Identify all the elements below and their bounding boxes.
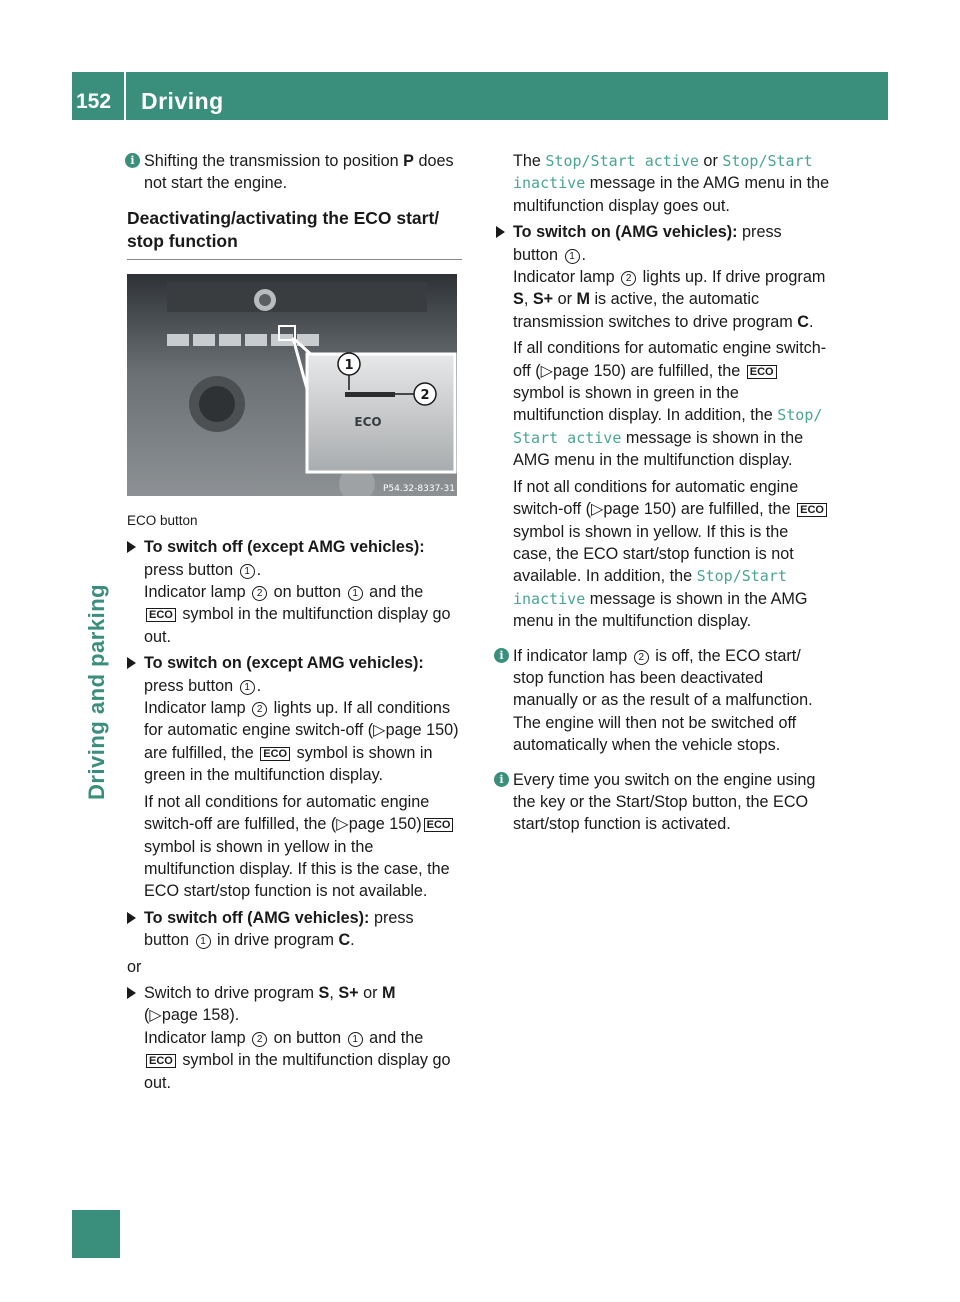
page-ref-icon: ▷ bbox=[149, 1006, 162, 1025]
info-note: i Shifting the transmission to position P does not start the engine. bbox=[127, 150, 462, 195]
eco-symbol-icon: ECO bbox=[747, 365, 777, 379]
callout-1: 1 bbox=[344, 357, 354, 373]
step-arrow-icon bbox=[127, 912, 136, 924]
callout-2-symbol: 2 bbox=[252, 586, 267, 601]
info-note: i If indicator lamp 2 is off, the ECO start/ stop function has been deactivated manually or as the result of a malfunction. The engine will then not be switched off automatically when the vehicle stops. bbox=[496, 645, 831, 757]
callout-2: 2 bbox=[420, 387, 430, 403]
side-tab-text: Driving and parking bbox=[84, 583, 109, 800]
figure-caption: ECO button bbox=[127, 512, 198, 528]
step-arrow-icon bbox=[127, 657, 136, 669]
page-ref-icon: ▷ bbox=[540, 361, 554, 380]
eco-symbol-icon: ECO bbox=[260, 747, 290, 761]
amg-message-note: The Stop/Start active or Stop/Start inactive message in the AMG menu in the multifunction display goes out. bbox=[513, 152, 830, 215]
step-switch-off-non-amg: To switch off (except AMG vehicles): press button 1 . Indicator lamp 2 on button 1 and the ECO symbol in the multifunction display go out. bbox=[127, 536, 462, 648]
dashboard-illustration bbox=[127, 274, 457, 496]
callout-2-symbol: 2 bbox=[252, 1032, 267, 1047]
left-column bbox=[127, 150, 462, 1094]
step-switch-on-non-amg: To switch on (except AMG vehicles): press button 1 . Indicator lamp 2 lights up. If all conditions for automatic engine switch-off (▷page 150) are fulfilled, the ECO symbol is shown in green in the multifunction display. If not all conditions for automatic engine switch-off are fulfilled, the (▷page 150) ECO symbol is shown in yellow in the multifunction display. If this is the case, the ECO start/stop function is not available. bbox=[127, 652, 462, 902]
section-heading: Deactivating/activating the ECO start/ stop function bbox=[127, 207, 462, 260]
display-message: Stop/Start active bbox=[545, 152, 699, 170]
callout-2-symbol: 2 bbox=[621, 271, 636, 286]
display-message: Stop/Start inactive bbox=[513, 567, 787, 608]
header-separator bbox=[124, 72, 126, 120]
info-icon: i bbox=[494, 648, 509, 663]
page-ref-icon: ▷ bbox=[590, 500, 604, 519]
step-switch-drive-program: Switch to drive program S, S+ or M (▷page 158). Indicator lamp 2 on button 1 and the ECO symbol in the multifunction display go out. bbox=[127, 982, 462, 1094]
info-icon: i bbox=[494, 772, 509, 787]
callout-2-symbol: 2 bbox=[252, 702, 267, 717]
info-icon: i bbox=[125, 153, 140, 168]
step-arrow-icon bbox=[127, 987, 136, 999]
or-separator: or bbox=[127, 957, 142, 976]
step-arrow-icon bbox=[127, 541, 136, 553]
side-tab-marker bbox=[72, 1210, 120, 1258]
eco-symbol-icon: ECO bbox=[146, 1054, 176, 1068]
callout-2-symbol: 2 bbox=[634, 650, 649, 665]
display-message: Stop/Start inactive bbox=[513, 152, 813, 193]
callout-1-symbol: 1 bbox=[196, 934, 211, 949]
eco-symbol-icon: ECO bbox=[146, 608, 176, 622]
page-ref-icon: ▷ bbox=[373, 721, 386, 740]
callout-1-symbol: 1 bbox=[348, 586, 363, 601]
step-arrow-icon bbox=[496, 226, 505, 238]
eco-button-label: ECO bbox=[354, 414, 382, 429]
eco-button-photo bbox=[127, 274, 457, 496]
callout-1-symbol: 1 bbox=[240, 564, 255, 579]
eco-symbol-icon: ECO bbox=[424, 818, 454, 832]
info-note: i Every time you switch on the engine using the key or the Start/Stop button, the ECO start/stop function is activated. bbox=[496, 769, 831, 836]
section-title: Driving bbox=[141, 88, 224, 114]
callout-1-symbol: 1 bbox=[565, 249, 580, 264]
page-ref-icon: ▷ bbox=[336, 815, 349, 834]
callout-1-symbol: 1 bbox=[240, 680, 255, 695]
figure-code: P54.32-8337-31 bbox=[382, 483, 455, 494]
callout-1-symbol: 1 bbox=[348, 1032, 363, 1047]
step-switch-on-amg: To switch on (AMG vehicles): press button 1 . Indicator lamp 2 lights up. If drive program S, S+ or M is active, the automatic transmission switches to drive program C. If all conditions for automatic engine switch-off (▷page 150) are fulfilled, the ECO symbol is shown in green in the multifunction display. In addition, the Stop/ Start active message is shown in the AMG menu in the multifunction display. If not all conditions for automatic engine switch-off (▷page 150) are fulfilled, the ECO symbol is shown in yellow. If this is the case, the ECO start/stop function is not available. In addition, the Stop/Start inactive message is shown in the AMG menu in the multifunction display. bbox=[496, 221, 831, 632]
eco-symbol-icon: ECO bbox=[797, 503, 827, 517]
display-message: Stop/ Start active bbox=[513, 406, 823, 447]
step-switch-off-amg: To switch off (AMG vehicles): press button 1 in drive program C. bbox=[127, 907, 462, 952]
page-number: 152 bbox=[76, 90, 112, 113]
right-column bbox=[496, 150, 831, 836]
